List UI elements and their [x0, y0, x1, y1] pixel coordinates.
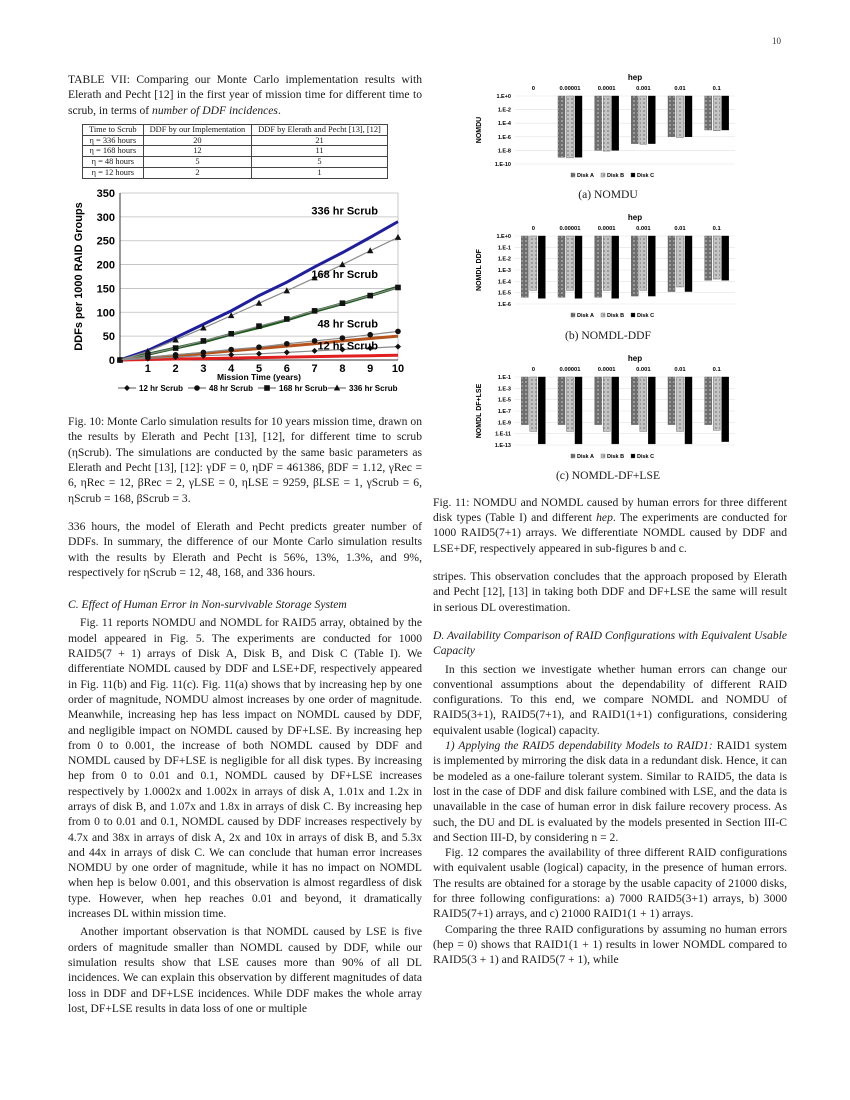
fig11a-bar-chart	[473, 72, 743, 184]
x-tick-label: 1	[144, 362, 151, 375]
paragraph: In this section we investigate whether human errors can change our conventional assumptions about the dependability of different RAID configurations. To this end, we compare NOMDL and NOMDU of RAID5(3+1), RAID5(7+1), and RAID1(1+1) configurations, considering equivalent usable (logical) capacity.	[433, 662, 787, 737]
x-tick-label: 5	[255, 362, 263, 375]
table-header-row	[83, 124, 388, 135]
y-tick-label: 1.E-6	[497, 302, 511, 309]
category-label: 0.0001	[597, 86, 616, 92]
legend-label: Disk B	[607, 313, 625, 320]
bar	[668, 96, 675, 137]
y-tick-label: 1.E-4	[497, 121, 511, 128]
y-tick-label: 0	[108, 354, 115, 367]
y-tick-label: 1.E-9	[497, 419, 511, 426]
bar	[558, 377, 565, 425]
bar	[705, 236, 712, 280]
category-label: 0	[531, 226, 535, 233]
subcaption-c: (c) NOMDL-DF+LSE	[555, 468, 661, 482]
bar	[558, 236, 565, 297]
fig11-caption-italic: hep	[596, 511, 613, 525]
category-label: 0.00001	[559, 366, 581, 373]
x-axis-label: Mission Time (years)	[217, 371, 301, 382]
table-cell: 5	[252, 157, 388, 168]
table-cell: η = 48 hours	[83, 157, 144, 168]
y-tick-label: 1.E-5	[497, 290, 511, 297]
table-cell: η = 12 hours	[83, 168, 144, 179]
fig10-caption: Fig. 10: Monte Carlo simulation results for 10 years mission time, drawn on the results by Elerath and Pecht [13], [12], for different time to scrub (ηScrub). The simulations are conducted by the same basic parameters as Elerath and Pecht [13], [12]: γDF = 0, ηDF = 461386, βDF = 1.12, γRec = 6, ηRec = 12, βRec = 2, γLSE = 0, ηLSE = 9259, βLSE = 1, γScrub = 6, ηScrub = 168, βScrub = 3.	[68, 415, 422, 505]
category-label: 0.0001	[597, 366, 616, 373]
paragraph: Fig. 12 compares the availability of three different RAID configurations with equivalent usable (logical) capacity, in the presence of human errors. The results are obtained for a storage by the usable capacity of 21000 disks, for three following configurations: a) 7000 RAID5(3+1) arrays, b) 3000 RAID5(7+1) arrays, and c) 21000 RAID1(1 + 1) arrays.	[433, 846, 787, 921]
table-cell: 2	[143, 168, 252, 179]
table-row	[83, 168, 388, 179]
bar	[567, 377, 574, 431]
category-label: 0.1	[712, 366, 721, 373]
bar	[677, 236, 684, 287]
bar	[567, 96, 574, 158]
y-tick-label: 1.E+0	[496, 94, 511, 100]
bar	[521, 236, 528, 297]
y-tick-label: 1.E-2	[497, 107, 511, 114]
bar	[648, 236, 655, 296]
y-tick-label: 1.E-7	[497, 408, 511, 415]
y-tick-label: 1.E-1	[497, 245, 511, 252]
bar	[567, 236, 574, 290]
legend-label: Disk C	[637, 173, 655, 179]
y-tick-label: 1.E-4	[497, 279, 511, 286]
legend-label: Disk C	[637, 313, 655, 320]
fig11c-chart	[473, 353, 787, 483]
paragraph: stripes. This observation concludes that the approach proposed by Elerath and Pecht [12], [13] in taking both DDF and DF+LSE the same will result in serious DL overestimation.	[433, 570, 787, 614]
table-cell: 5	[143, 157, 252, 168]
bar	[595, 377, 602, 425]
chart-title: hep	[627, 73, 643, 82]
subsection-1-heading: 1) Applying the RAID5 dependability Models to RAID1:	[445, 739, 713, 753]
x-tick-label: 6	[283, 362, 290, 375]
bar	[677, 96, 684, 137]
table-row	[83, 146, 388, 157]
y-tick-label: 1.E+0	[496, 234, 511, 241]
x-tick-label: 8	[339, 362, 346, 375]
bar	[575, 236, 582, 298]
page-number: 10	[772, 36, 781, 46]
fig10-chart	[68, 185, 422, 404]
bar	[713, 96, 720, 131]
legend-label: Disk B	[607, 453, 625, 460]
bar	[612, 377, 619, 444]
table-row	[83, 135, 388, 146]
x-tick-label: 3	[200, 362, 207, 375]
category-label: 0.1	[712, 86, 721, 92]
y-tick-label: 1.E-3	[497, 385, 511, 392]
table-cell: η = 336 hours	[83, 135, 144, 146]
fig11b-bar-chart	[473, 212, 743, 324]
paragraph: Comparing the three RAID configurations by assuming no human errors (hep = 0) shows that RAID1(1 + 1) results in lower NOMDL compared to RAID5(3 + 1) and RAID5(7 + 1), while	[433, 922, 787, 967]
bar	[640, 377, 647, 431]
bar	[612, 236, 619, 298]
table-vii	[82, 124, 388, 179]
fig11-caption	[433, 495, 787, 556]
bar	[685, 96, 692, 137]
section-c-heading: C. Effect of Human Error in Non-survivable Storage System	[68, 598, 347, 612]
y-tick-label: 1.E-11	[495, 431, 511, 438]
subsection-1-paragraph	[433, 738, 787, 845]
x-tick-label: 9	[367, 362, 374, 375]
fig10-line-chart	[68, 185, 422, 400]
bar	[575, 96, 582, 157]
table-cell: η = 168 hours	[83, 146, 144, 157]
y-tick-label: 200	[96, 259, 115, 272]
legend-label: Disk A	[577, 173, 594, 179]
bar	[603, 236, 610, 290]
fig11-caption-text: . The experiments are conducted for 1000 RAID5(7+1) arrays. We differentiate NOMDL caused by DDF and LSE+DF, respectively appeared in sub-figures b and c.	[433, 511, 787, 555]
legend-label: Disk B	[607, 173, 625, 179]
fig11b-chart	[473, 212, 787, 342]
section-d-heading: D. Availability Comparison of RAID Configurations with Equivalent Usable Capacity	[433, 628, 787, 658]
bar	[631, 236, 638, 296]
table-caption-text: TABLE VII: Comparing our Monte Carlo implementation results with Elerath and Pecht [12] in the first year of mission time for different time to scrub, in terms of	[68, 73, 422, 117]
bar	[530, 377, 537, 431]
category-label: 0.00001	[559, 86, 581, 92]
chart-title: hep	[627, 213, 643, 223]
paragraph: Fig. 11 reports NOMDU and NOMDL for RAID5 array, obtained by the model appeared in Fig. 5. The experiments are conducted for 1000 RAID5(7 + 1) arrays of Disk A, Disk B, and Disk C (Table I). We differentiate NOMDL caused by DDF and LSE+DF, respectively appeared in Fig. 11(b) and Fig. 11(c). Fig. 11(a) shows that by increasing hep by one order of magnitude, NOMDU almost increases by one order of magnitude. Meanwhile, increasing hep has less impact on NOMDL caused by DDF, and negligible impact on NOMDL caused by DF+LSE. By increasing hep from 0 to 0.001, the increase of both NOMDL caused by DDF and NOMDL caused by DF+LSE is negligible for all disk types. By increasing hep from 0 to 0.01 and 0.1, NOMDL caused by DF+LSE increases respectively by 1.0002x and 1.002x in arrays of disk A, 1.01x and 1.2x in arrays of disk B, and 1.07x and 1.8x in arrays of disk C. By increasing hep from 0 to 0.01 and 0.1, NOMDL caused by DDF increases respectively by 4.7x and 38x in arrays of disk A, 2x and 10x in arrays of disk B, and 5.3x and 44x in arrays of disk C. We can conclude that human error increases NOMDU by one order of magnitude, while it has no impact on NOMDL when hep is below 0.001, and this observation is almost regardless of disk type. However, when hep reaches 0.01 and beyond, it dramatically increases DL within mission time.	[68, 616, 422, 921]
bar	[685, 377, 692, 444]
y-tick-label: 300	[96, 211, 115, 224]
bar	[603, 377, 610, 431]
chart-title: hep	[627, 353, 643, 363]
bar	[722, 96, 729, 130]
series-annotation: 336 hr Scrub	[311, 205, 378, 218]
fig11c-bar-chart	[473, 353, 743, 465]
bar	[668, 236, 675, 292]
y-tick-label: 150	[96, 283, 115, 296]
table-header: DDF by Elerath and Pecht [13], [12]	[252, 124, 388, 135]
x-tick-label: 7	[311, 362, 318, 375]
bar	[631, 96, 638, 144]
table-cell: 21	[252, 135, 388, 146]
bar	[677, 377, 684, 431]
bar	[631, 377, 638, 425]
subsection-1-body: RAID1 system is implemented by mirroring the disk data in a redundant disk. Hence, it can be modeled as a one-failure tolerant system. Similar to RAID5, the data is lost in the case of DDF and disk failure combined with LSE, and the data is unavailable in the case of human error in disk failure recovery process. As such, the DU and DL is evaluated by the models presented in Section III-C and Section III-D, by considering n = 2.	[433, 739, 787, 844]
bar	[722, 377, 729, 442]
category-label: 0.01	[674, 86, 686, 92]
y-tick-label: 1.E-5	[497, 397, 511, 404]
y-axis-label: NOMDU	[476, 116, 483, 144]
bar	[648, 377, 655, 444]
category-label: 0.001	[636, 366, 651, 373]
bar	[530, 236, 537, 290]
bar	[558, 96, 565, 157]
y-tick-label: 1.E-1	[497, 374, 511, 381]
bar	[668, 377, 675, 425]
legend-label: Disk A	[577, 313, 594, 320]
bar	[648, 96, 655, 144]
series-annotation: 12 hr Scrub	[317, 340, 378, 353]
table-caption-italic: number of DDF incidences	[152, 103, 278, 117]
x-tick-label: 10	[391, 362, 405, 375]
bar	[713, 236, 720, 279]
y-tick-label: 1.E-3	[497, 268, 511, 275]
legend-label: Disk A	[577, 453, 594, 460]
bar	[603, 96, 610, 151]
series-annotation: 48 hr Scrub	[317, 318, 378, 331]
y-tick-label: 1.E-6	[497, 134, 511, 141]
y-axis-label: DDFs per 1000 RAID Groups	[73, 202, 85, 351]
table-cell: 1	[252, 168, 388, 179]
bar	[705, 96, 712, 130]
bar	[538, 377, 545, 444]
table-cell: 11	[252, 146, 388, 157]
subcaption-b: (b) NOMDL-DDF	[565, 328, 651, 342]
category-label: 0.00001	[559, 226, 581, 233]
category-label: 0.0001	[597, 226, 616, 233]
bar	[538, 236, 545, 298]
bar	[640, 96, 647, 144]
bar	[595, 236, 602, 297]
category-label: 0.01	[674, 366, 686, 373]
category-label: 0	[531, 366, 535, 373]
category-label: 0.01	[674, 226, 686, 233]
table-cell: 20	[143, 135, 252, 146]
bar	[612, 96, 619, 150]
paragraph: 336 hours, the model of Elerath and Pecht predicts greater number of DDFs. In summary, the difference of our Monte Carlo simulation results with the results by Elerath and Pecht is 56%, 13%, 1.3%, and 9%, respectively for ηScrub = 12, 48, 168, and 336 hours.	[68, 519, 422, 579]
table-caption-suffix: .	[277, 103, 281, 117]
series-annotation: 168 hr Scrub	[311, 268, 378, 281]
bar	[713, 377, 720, 430]
left-column	[68, 72, 422, 1016]
category-label: 0.001	[636, 86, 651, 92]
table-row	[83, 157, 388, 168]
table-header: Time to Scrub	[83, 124, 144, 135]
bar	[575, 377, 582, 444]
bar	[595, 96, 602, 150]
y-tick-label: 1.E-2	[497, 256, 511, 263]
x-tick-label: 2	[172, 362, 179, 375]
category-label: 0	[531, 86, 535, 92]
table-header: DDF by our Implementation	[143, 124, 252, 135]
legend-label: 48 hr Scrub	[209, 383, 254, 393]
bar	[722, 236, 729, 280]
y-tick-label: 1.E-8	[497, 148, 511, 155]
y-tick-label: 350	[96, 187, 115, 200]
fig11-caption-text: Fig. 11: NOMDU and NOMDL caused by human errors for three different disk types (Table I) and different	[433, 495, 787, 525]
y-tick-label: 50	[102, 331, 115, 344]
table-vii-caption	[68, 72, 422, 118]
y-tick-label: 100	[96, 307, 115, 320]
y-axis-label: NOMDL DF+LSE	[476, 383, 483, 438]
legend-label: Disk C	[637, 453, 655, 460]
legend-label: 168 hr Scrub	[279, 383, 328, 393]
legend-label: 12 hr Scrub	[139, 383, 184, 393]
y-tick-label: 250	[96, 235, 115, 248]
fig11a-chart	[473, 72, 787, 202]
bar	[640, 236, 647, 290]
bar	[685, 236, 692, 292]
category-label: 0.1	[712, 226, 721, 233]
x-tick-label: 4	[228, 362, 235, 375]
y-tick-label: 1.E-10	[494, 162, 511, 168]
bar	[521, 377, 528, 425]
category-label: 0.001	[636, 226, 651, 233]
y-tick-label: 1.E-13	[494, 442, 511, 449]
right-column	[433, 72, 787, 968]
subcaption-a: (a) NOMDU	[578, 188, 638, 202]
table-cell: 12	[143, 146, 252, 157]
legend	[118, 384, 398, 393]
paragraph: Another important observation is that NOMDL caused by LSE is five orders of magnitude smaller than NOMDL caused by DDF, while our simulation results show that LSE causes more than 90% of all DL incidences. We can explain this observation by different magnitudes of data loss in DDF and DF+LSE incidences. While DDF makes the whole array lost, DF+LSE results in data loss of one or multiple	[68, 925, 422, 1015]
bar	[705, 377, 712, 425]
legend-label: 336 hr Scrub	[349, 383, 398, 393]
y-axis-label: NOMDL DDF	[476, 249, 483, 292]
